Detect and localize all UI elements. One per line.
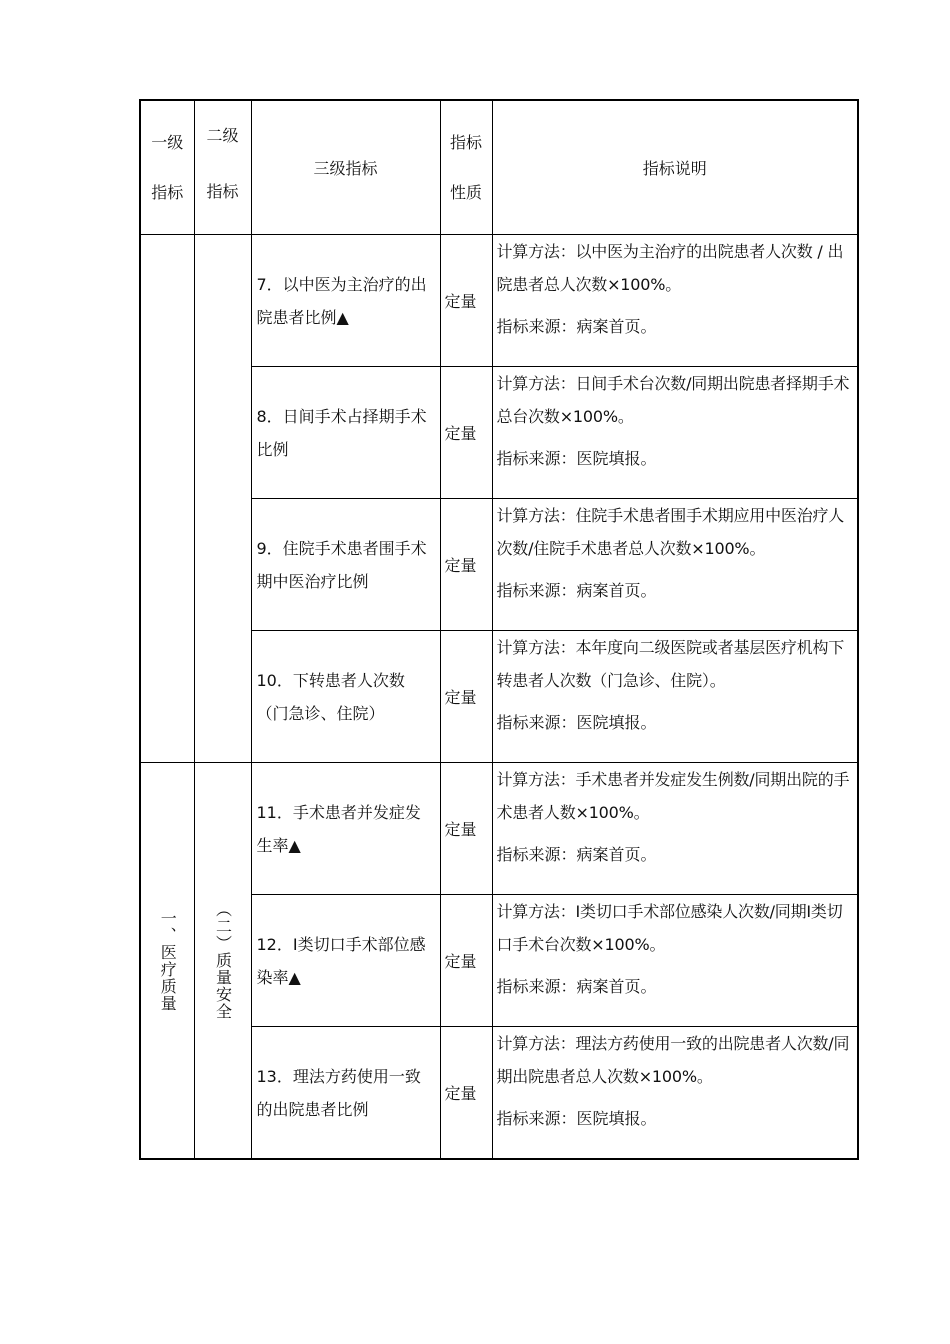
level2-cell-empty [194, 235, 251, 763]
data-source: 指标来源：病案首页。 [496, 581, 657, 600]
indicator-name: 12．Ⅰ类切口手术部位感染率▲ [251, 895, 440, 1027]
indicator-description [492, 631, 858, 763]
header-description: 指标说明 [492, 100, 858, 235]
calc-method: 计算方法：Ⅰ类切口手术部位感染人次数/同期Ⅰ类切口手术台次数×100%。 [496, 902, 843, 954]
level1-cell [140, 763, 194, 1160]
header-nature: 指标 性质 [440, 100, 492, 235]
indicator-name: 7．以中医为主治疗的出院患者比例▲ [251, 235, 440, 367]
header-level2: 二级 指标 [194, 100, 251, 235]
header-level1: 一级 指标 [140, 100, 194, 235]
calc-method: 计算方法：手术患者并发症发生例数/同期出院的手术患者人数×100%。 [496, 770, 850, 822]
data-source: 指标来源：医院填报。 [496, 1109, 657, 1128]
indicator-nature: 定量 [440, 367, 492, 499]
data-source: 指标来源：病案首页。 [496, 317, 657, 336]
indicator-nature: 定量 [440, 499, 492, 631]
indicator-name: 13．理法方药使用一致的出院患者比例 [251, 1027, 440, 1160]
indicator-name: 8．日间手术占择期手术比例 [251, 367, 440, 499]
header-level3: 三级指标 [251, 100, 440, 235]
indicator-description [492, 235, 858, 367]
indicator-name: 10．下转患者人次数（门急诊、住院） [251, 631, 440, 763]
level2-label: （二）质量安全 [213, 901, 233, 1020]
calc-method: 计算方法：住院手术患者围手术期应用中医治疗人次数/住院手术患者总人次数×100%。 [496, 506, 845, 558]
indicator-nature: 定量 [440, 1027, 492, 1160]
calc-method: 计算方法：日间手术台次数/同期出院患者择期手术总台次数×100%。 [496, 374, 850, 426]
indicator-description [492, 367, 858, 499]
calc-method: 计算方法：理法方药使用一致的出院患者人次数/同期出院患者总人次数×100%。 [496, 1034, 850, 1086]
table-header-row [140, 100, 858, 235]
level2-cell [194, 763, 251, 1160]
indicator-nature: 定量 [440, 763, 492, 895]
level1-label: 一、医疗质量 [158, 909, 178, 1012]
data-source: 指标来源：医院填报。 [496, 713, 657, 732]
indicator-nature: 定量 [440, 631, 492, 763]
table-row [140, 235, 858, 367]
indicator-description [492, 499, 858, 631]
indicator-table [139, 99, 859, 1160]
indicator-description [492, 763, 858, 895]
calc-method: 计算方法：本年度向二级医院或者基层医疗机构下转患者人次数（门急诊、住院）。 [496, 638, 845, 690]
indicator-description [492, 1027, 858, 1160]
calc-method: 计算方法：以中医为主治疗的出院患者人次数 / 出院患者总人次数×100%。 [496, 242, 844, 294]
data-source: 指标来源：病案首页。 [496, 845, 657, 864]
indicator-name: 11．手术患者并发症发生率▲ [251, 763, 440, 895]
indicator-name: 9．住院手术患者围手术期中医治疗比例 [251, 499, 440, 631]
indicator-nature: 定量 [440, 895, 492, 1027]
data-source: 指标来源：病案首页。 [496, 977, 657, 996]
indicator-description [492, 895, 858, 1027]
level1-cell-empty [140, 235, 194, 763]
indicator-nature: 定量 [440, 235, 492, 367]
table-row [140, 763, 858, 895]
data-source: 指标来源：医院填报。 [496, 449, 657, 468]
